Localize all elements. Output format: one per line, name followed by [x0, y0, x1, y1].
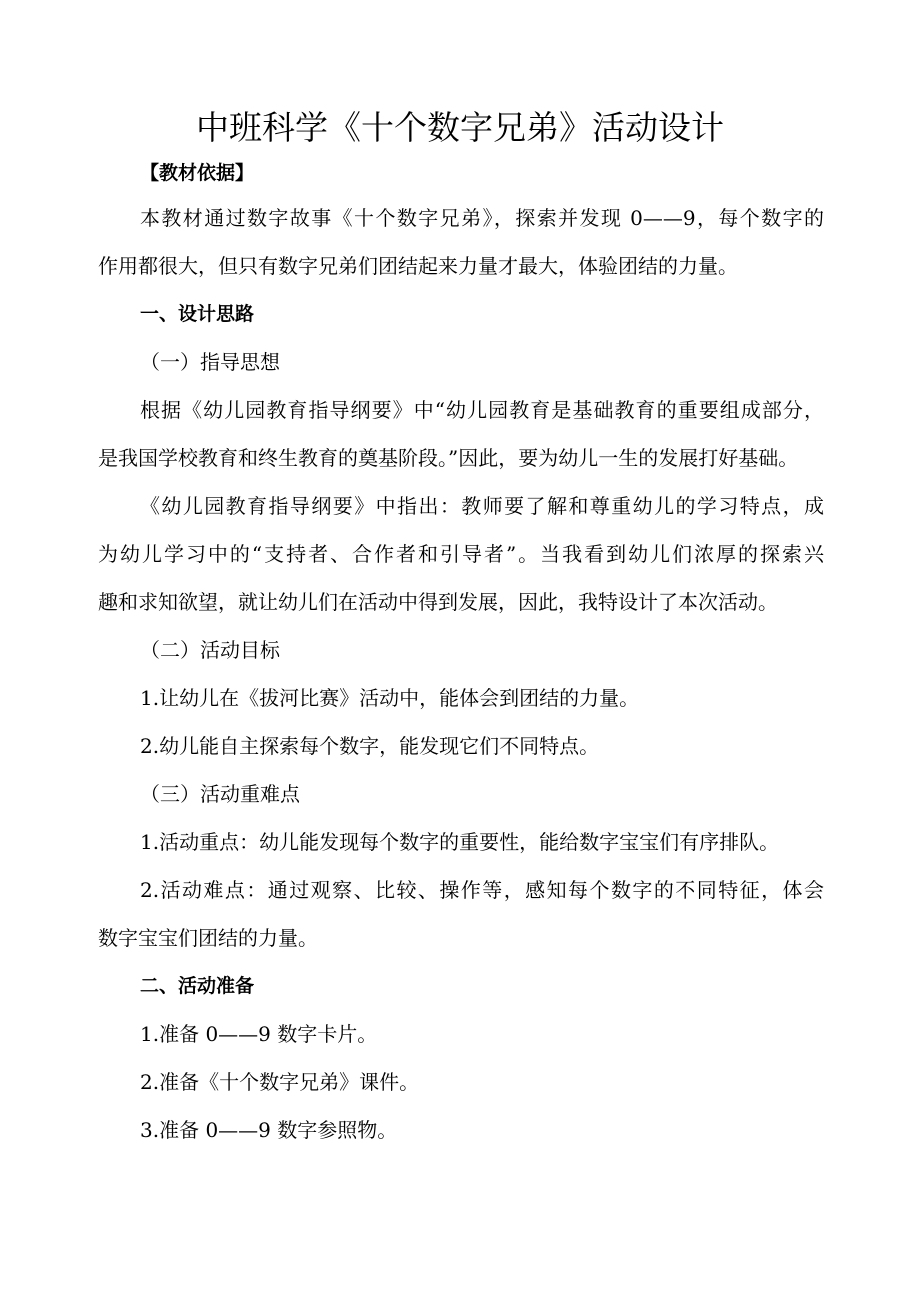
list-item: 1.让幼儿在《拔河比赛》活动中，能体会到团结的力量。: [140, 686, 640, 710]
list-item: 1.准备 0——9 数字卡片。: [140, 1022, 378, 1046]
paragraph-line: 作用都很大，但只有数字兄弟们团结起来力量才最大，体验团结的力量。: [98, 254, 738, 278]
subsection-heading-key-points: （三）活动重难点: [140, 782, 300, 806]
section-heading-preparation: 二、活动准备: [140, 975, 255, 997]
document-title: 中班科学《十个数字兄弟》活动设计: [196, 108, 724, 147]
list-item: 2.准备《十个数字兄弟》课件。: [140, 1070, 420, 1094]
paragraph-line: 本教材通过数字故事《十个数字兄弟》，探索并发现 0——9，每个数字的: [140, 206, 824, 230]
subsection-heading-activity-goals: （二）活动目标: [140, 638, 280, 662]
list-item: 2.幼儿能自主探索每个数字，能发现它们不同特点。: [140, 734, 600, 758]
list-item-continuation: 数字宝宝们团结的力量。: [98, 926, 318, 950]
paragraph-line: 为幼儿学习中的“支持者、合作者和引导者”。当我看到幼儿们浓厚的探索兴: [98, 542, 824, 566]
section-heading-design-idea: 一、设计思路: [140, 303, 255, 325]
list-item: 3.准备 0——9 数字参照物。: [140, 1118, 398, 1142]
paragraph-line: 根据《幼儿园教育指导纲要》中“幼儿园教育是基础教育的重要组成部分，: [140, 398, 824, 422]
list-item: 2.活动难点：通过观察、比较、操作等，感知每个数字的不同特征，体会: [140, 878, 824, 902]
subsection-heading-guiding-idea: （一）指导思想: [140, 350, 280, 374]
section-heading-textbook-basis: 【教材依据】: [140, 162, 255, 184]
paragraph-line: 《幼儿园教育指导纲要》中指出：教师要了解和尊重幼儿的学习特点，成: [140, 494, 824, 518]
list-item: 1.活动重点：幼儿能发现每个数字的重要性，能给数字宝宝们有序排队。: [140, 830, 780, 854]
paragraph-line: 趣和求知欲望，就让幼儿们在活动中得到发展，因此，我特设计了本次活动。: [98, 590, 778, 614]
paragraph-line: 是我国学校教育和终生教育的奠基阶段。”因此，要为幼儿一生的发展打好基础。: [98, 446, 799, 470]
